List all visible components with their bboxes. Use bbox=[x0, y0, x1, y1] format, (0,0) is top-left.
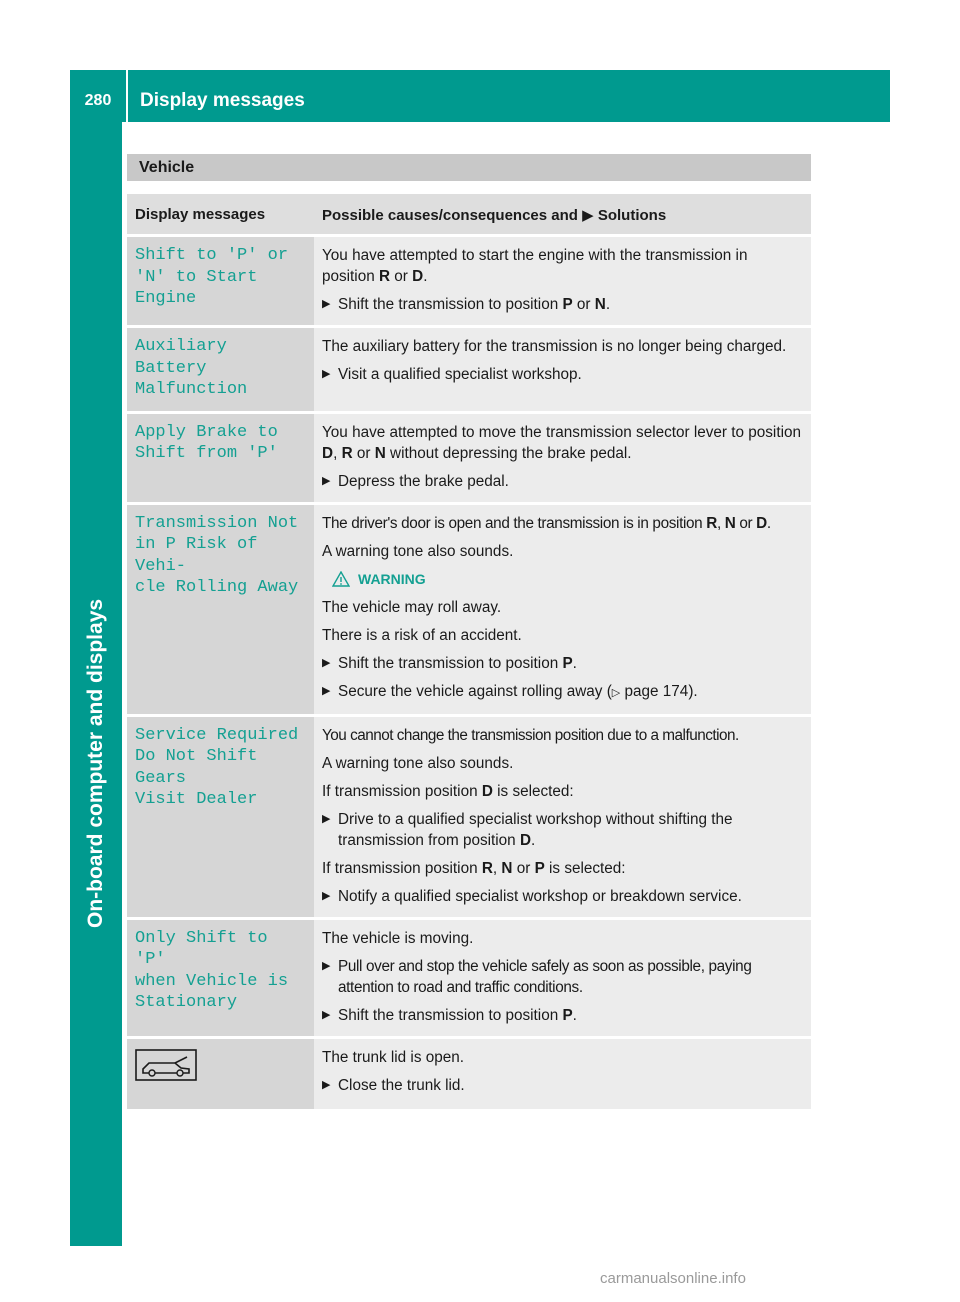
table-row bbox=[127, 503, 811, 715]
step-arrow-icon: ▶ bbox=[322, 889, 331, 902]
solution-cell bbox=[314, 236, 811, 327]
cause-text: The driver's door is open and the transmission is in position R, N or D. bbox=[322, 514, 771, 532]
cause-text: The trunk lid is open. bbox=[322, 1048, 464, 1066]
step-arrow-icon: ▶ bbox=[322, 656, 331, 669]
solution-step: ▶ Pull over and stop the vehicle safely as soon as possible, paying attention to road and traffic conditions. bbox=[322, 957, 752, 996]
solution-step: ▶ Secure the vehicle against rolling away (▷ page 174). bbox=[322, 681, 803, 704]
warning-text: The vehicle may roll away. bbox=[322, 598, 502, 616]
cause-text: A warning tone also sounds. bbox=[322, 754, 514, 772]
condition-text: If transmission position R, N or P is selected: bbox=[322, 859, 626, 877]
display-message: Transmission Not in P Risk of Vehi‐ cle Rolling Away bbox=[127, 503, 314, 715]
solution-arrow-icon: ▶ bbox=[582, 207, 594, 224]
solution-step: ▶ Visit a qualified specialist workshop. bbox=[322, 366, 582, 383]
watermark: carmanualsonline.info bbox=[600, 1270, 746, 1287]
step-arrow-icon: ▶ bbox=[322, 1008, 331, 1021]
warning-triangle-icon bbox=[332, 571, 350, 587]
table-row bbox=[127, 918, 811, 1037]
table-header-row bbox=[127, 194, 811, 236]
solution-step: ▶ Shift the transmission to position P or N. bbox=[322, 296, 611, 313]
table-row bbox=[127, 327, 811, 413]
step-arrow-icon: ▶ bbox=[322, 474, 331, 487]
side-tab-label-wrap bbox=[70, 168, 122, 928]
table-title: Vehicle bbox=[127, 154, 811, 181]
page-number: 280 bbox=[70, 70, 128, 122]
display-message: Apply Brake to Shift from 'P' bbox=[127, 412, 314, 503]
display-message: Only Shift to 'P' when Vehicle is Stationary bbox=[127, 918, 314, 1037]
section-title: Display messages bbox=[140, 90, 305, 111]
trunk-open-icon bbox=[135, 1049, 197, 1081]
side-tab-marker bbox=[70, 1246, 122, 1284]
page-header bbox=[70, 70, 890, 122]
solution-cell bbox=[314, 715, 811, 918]
side-tab-label: On-board computer and displays bbox=[84, 598, 107, 928]
step-arrow-icon: ▶ bbox=[322, 812, 331, 825]
warning-text: There is a risk of an accident. bbox=[322, 626, 522, 644]
solution-step: ▶ Depress the brake pedal. bbox=[322, 472, 509, 490]
display-message: Service Required Do Not Shift Gears Visit Dealer bbox=[127, 715, 314, 918]
display-message bbox=[127, 1037, 314, 1110]
solution-cell bbox=[314, 412, 811, 503]
solution-step: ▶ Shift the transmission to position P. bbox=[322, 654, 577, 672]
step-arrow-icon: ▶ bbox=[322, 684, 331, 697]
solution-step: ▶ Drive to a qualified specialist workshop without shifting the transmission from position D. bbox=[322, 810, 733, 849]
cause-text: The auxiliary battery for the transmission is no longer being charged. bbox=[322, 338, 787, 355]
step-arrow-icon: ▶ bbox=[322, 1078, 331, 1091]
table-row bbox=[127, 412, 811, 503]
cause-text: The vehicle is moving. bbox=[322, 929, 474, 947]
cause-text: You have attempted to start the engine with the transmission in position R or D. bbox=[322, 247, 748, 285]
display-messages-table bbox=[127, 194, 811, 1112]
table-row bbox=[127, 236, 811, 327]
solution-cell bbox=[314, 503, 811, 715]
table-row bbox=[127, 715, 811, 918]
cause-text: You cannot change the transmission position due to a malfunction. bbox=[322, 726, 739, 744]
solution-cell bbox=[314, 1037, 811, 1110]
solution-cell bbox=[314, 327, 811, 413]
solution-step: ▶ Notify a qualified specialist workshop or breakdown service. bbox=[322, 887, 742, 905]
col-header-messages: Display messages bbox=[127, 194, 314, 236]
table-row bbox=[127, 1037, 811, 1110]
cause-text: A warning tone also sounds. bbox=[322, 542, 514, 560]
condition-text: If transmission position D is selected: bbox=[322, 782, 574, 800]
solution-step: ▶ Close the trunk lid. bbox=[322, 1076, 465, 1094]
page-reference-icon: ▷ bbox=[611, 686, 621, 699]
step-arrow-icon: ▶ bbox=[322, 368, 331, 380]
col-header-solutions: Possible causes/consequences and ▶ Solutions bbox=[314, 194, 811, 236]
warning-notice: WARNING bbox=[332, 569, 803, 590]
display-message: Shift to 'P' or 'N' to Start Engine bbox=[127, 236, 314, 327]
solution-cell bbox=[314, 918, 811, 1037]
cause-text: You have attempted to move the transmission selector lever to position D, R or N without depressing the brake pedal. bbox=[322, 423, 801, 462]
vehicle-table-section bbox=[127, 154, 811, 1112]
display-message: Auxiliary Battery Malfunction bbox=[127, 327, 314, 413]
step-arrow-icon: ▶ bbox=[322, 298, 331, 310]
solution-step: ▶ Shift the transmission to position P. bbox=[322, 1006, 577, 1024]
step-arrow-icon: ▶ bbox=[322, 959, 331, 972]
